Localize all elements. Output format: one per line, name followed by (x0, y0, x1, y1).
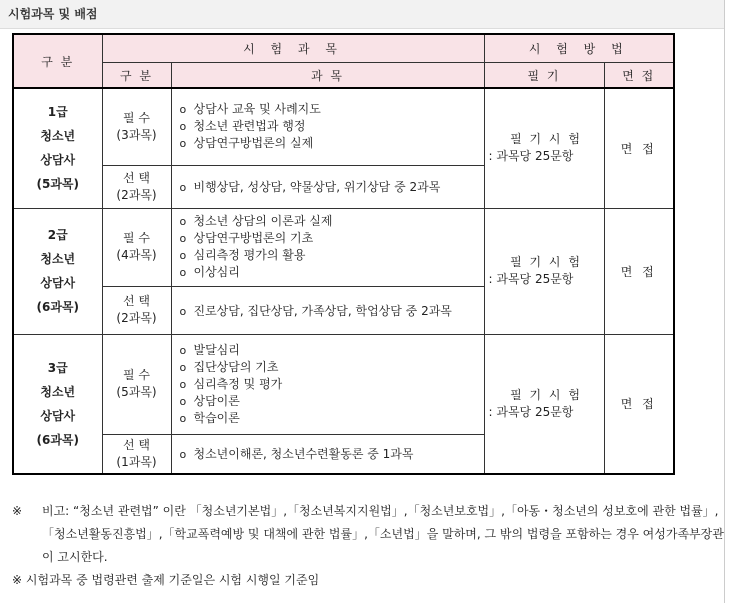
table-row (13, 334, 674, 434)
written-method-detail: : 과목당 25문항 (488, 404, 574, 419)
grade-1-name: 1급 청소년 상담사 (5과목) (13, 88, 102, 208)
grade-2-required-label: 필 수 (4과목) (102, 208, 171, 286)
note-mark: ※ (12, 504, 23, 518)
list-item: o 청소년 상담의 이론과 실제 (180, 213, 484, 230)
header-written: 필 기 (484, 63, 604, 89)
note-1-text: 비고: “청소년 관련법” 이란 「청소년기본법」,「청소년복지지원법」,「청소년보호법」,「아동・청소년의 성보호에 관한 법률」,「청소년활동진흥법」,「학교폭력예방 및 대책에 관한 법률」,「소년법」을 말하며, 그 밖의 법령을 포함하는 경우 여성가족부장관이 고시한다. (42, 504, 724, 564)
written-method-label: 필 기 시 험 (510, 132, 582, 147)
note-mark: ※ (12, 573, 23, 587)
section-header (0, 0, 725, 29)
list-item: o 상담이론 (180, 393, 484, 410)
header-subjects: 과 목 (171, 63, 484, 89)
grade-1-required-subjects (171, 88, 484, 165)
list-item: o 집단상담의 기초 (180, 359, 484, 376)
header-sub-category: 구 분 (102, 63, 171, 89)
grade-3-elective-label: 선 택 (1과목) (102, 434, 171, 474)
header-interview: 면 접 (604, 63, 674, 89)
list-item: o 상담연구방법론의 실제 (180, 135, 484, 152)
subheader-row (13, 63, 674, 89)
table-row (13, 208, 674, 286)
grade-3-required-label: 필 수 (5과목) (102, 334, 171, 434)
grade-1-elective-label: 선 택 (2과목) (102, 165, 171, 208)
grade-1-required-label: 필 수 (3과목) (102, 88, 171, 165)
grade-1-interview: 면 접 (604, 88, 674, 208)
header-subjects-group: 시 험 과 목 (102, 34, 484, 63)
list-item: o 발달심리 (180, 342, 484, 359)
list-item: o 상담연구방법론의 기초 (180, 230, 484, 247)
list-item: o 청소년 관련법과 행정 (180, 118, 484, 135)
list-item: o 심리측정 평가의 활용 (180, 247, 484, 264)
grade-2-elective-subjects: o 진로상담, 집단상담, 가족상담, 학업상담 중 2과목 (171, 286, 484, 334)
written-method-label: 필 기 시 험 (510, 255, 582, 269)
grade-2-elective-label: 선 택 (2과목) (102, 286, 171, 334)
written-method-label: 필 기 시 험 (510, 387, 582, 402)
list-item: o 상담사 교육 및 사례지도 (180, 101, 484, 118)
note-2 (12, 569, 724, 592)
section-title: 시험과목 및 배점 (8, 7, 98, 21)
written-method-detail: : 과목당 25문항 (488, 149, 574, 164)
grade-1-elective-subjects: o 비행상담, 성상담, 약물상담, 위기상담 중 2과목 (171, 165, 484, 208)
grade-1-written-method (484, 88, 604, 208)
grade-3-interview: 면 접 (604, 334, 674, 474)
notes (12, 500, 724, 592)
header-category: 구 분 (13, 34, 102, 88)
grade-2-name: 2급 청소년 상담사 (6과목) (13, 208, 102, 334)
list-item: o 이상심리 (180, 264, 484, 281)
note-1 (12, 500, 724, 569)
grade-2-written-method (484, 208, 604, 334)
grade-3-elective-subjects: o 청소년이해론, 청소년수련활동론 중 1과목 (171, 434, 484, 474)
grade-2-interview: 면 접 (604, 208, 674, 334)
list-item: o 심리측정 및 평가 (180, 376, 484, 393)
table-row (13, 88, 674, 165)
exam-table (12, 33, 675, 475)
grade-2-required-subjects (171, 208, 484, 286)
grade-3-written-method (484, 334, 604, 474)
note-2-text: 시험과목 중 법령관련 출제 기준일은 시험 시행일 기준임 (25, 573, 320, 587)
grade-3-required-subjects (171, 334, 484, 434)
divider (724, 0, 725, 603)
header-row (13, 34, 674, 63)
list-item: o 학습이론 (180, 410, 484, 427)
grade-3-name: 3급 청소년 상담사 (6과목) (13, 334, 102, 474)
written-method-detail: : 과목당 25문항 (488, 272, 574, 286)
header-method-group: 시 험 방 법 (484, 34, 674, 63)
